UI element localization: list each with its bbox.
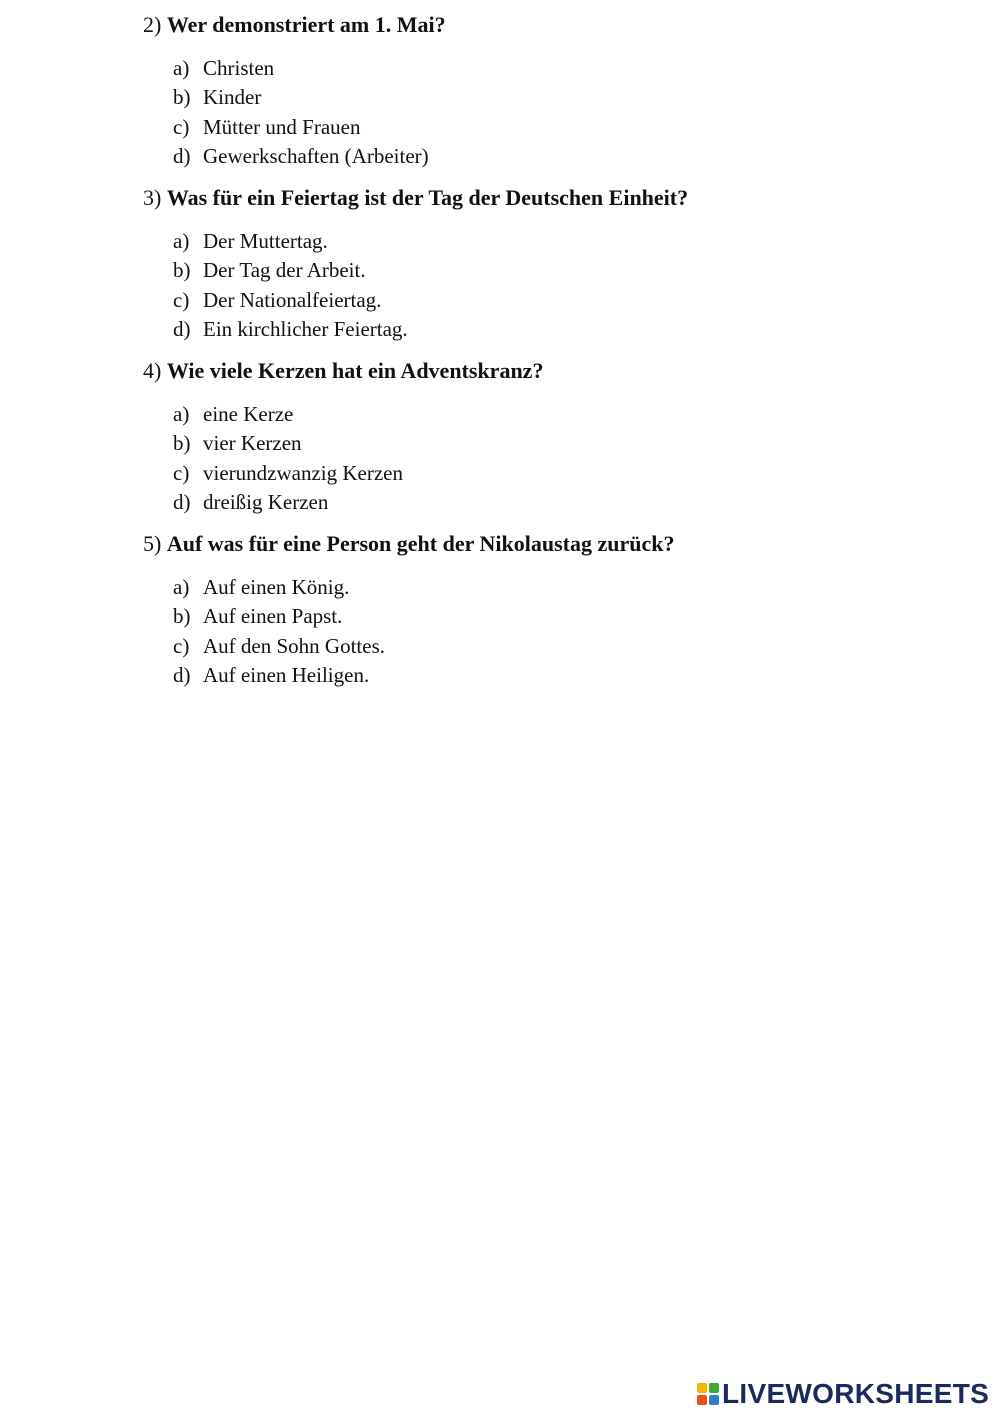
logo-block-icon: [697, 1395, 707, 1405]
logo-block-icon: [697, 1383, 707, 1393]
question-2-heading: [143, 12, 973, 38]
option-text: Der Nationalfeiertag.: [203, 287, 382, 312]
answer-option-b[interactable]: b) Der Tag der Arbeit.: [173, 256, 408, 285]
question-number: 5): [143, 531, 162, 556]
answer-option-c[interactable]: c) Der Nationalfeiertag.: [173, 286, 408, 315]
logo-block-icon: [709, 1395, 719, 1405]
answer-option-d[interactable]: d) Auf einen Heiligen.: [173, 661, 385, 690]
answer-option-c[interactable]: c) Mütter und Frauen: [173, 113, 429, 142]
question-5: [143, 531, 973, 687]
liveworksheets-logo[interactable]: [697, 1379, 989, 1409]
answer-option-a[interactable]: a) Auf einen König.: [173, 573, 385, 602]
option-text: vier Kerzen: [203, 431, 302, 456]
option-text: eine Kerze: [203, 402, 294, 426]
question-number: 4): [143, 358, 162, 383]
option-text: vierundzwanzig Kerzen: [203, 460, 403, 485]
option-text: Gewerkschaften (Arbeiter): [203, 143, 429, 168]
answer-option-a[interactable]: a) Der Muttertag.: [173, 227, 408, 256]
option-text: Christen: [203, 56, 275, 80]
option-text: Auf einen Papst.: [203, 604, 343, 629]
question-5-heading: [143, 531, 973, 557]
answer-options: [173, 227, 408, 344]
answer-option-c[interactable]: c) vierundzwanzig Kerzen: [173, 459, 403, 488]
question-4: [143, 358, 973, 514]
option-text: Mütter und Frauen: [203, 114, 361, 139]
question-3: [143, 185, 973, 341]
question-text: Wer demonstriert am 1. Mai?: [166, 12, 446, 37]
answer-options: [173, 54, 429, 171]
answer-option-d[interactable]: d) dreißig Kerzen: [173, 488, 403, 517]
option-text: Auf einen König.: [203, 575, 350, 599]
logo-text: LIVEWORKSHEETS: [722, 1378, 990, 1409]
answer-option-d[interactable]: d) Ein kirchlicher Feiertag.: [173, 315, 408, 344]
logo-blocks-icon: [697, 1383, 719, 1405]
answer-option-c[interactable]: c) Auf den Sohn Gottes.: [173, 632, 385, 661]
answer-option-a[interactable]: a) eine Kerze: [173, 400, 403, 429]
option-text: Der Tag der Arbeit.: [203, 258, 366, 283]
logo-block-icon: [709, 1383, 719, 1393]
option-text: Auf einen Heiligen.: [203, 662, 370, 687]
option-text: Kinder: [203, 85, 262, 110]
answer-options: [173, 573, 385, 690]
option-text: Der Muttertag.: [203, 229, 328, 253]
answer-options: [173, 400, 403, 517]
question-number: 2): [143, 12, 162, 37]
question-4-heading: [143, 358, 973, 384]
question-text: Wie viele Kerzen hat ein Adventskranz?: [166, 358, 544, 383]
answer-option-b[interactable]: b) Auf einen Papst.: [173, 602, 385, 631]
question-number: 3): [143, 185, 162, 210]
question-2: [143, 12, 973, 168]
question-3-heading: [143, 185, 973, 211]
question-text: Was für ein Feiertag ist der Tag der Deutschen Einheit?: [166, 185, 689, 210]
question-text: Auf was für eine Person geht der Nikolaustag zurück?: [166, 531, 675, 556]
option-text: dreißig Kerzen: [203, 489, 329, 514]
answer-option-b[interactable]: b) Kinder: [173, 83, 429, 112]
answer-option-d[interactable]: d) Gewerkschaften (Arbeiter): [173, 142, 429, 171]
answer-option-a[interactable]: a) Christen: [173, 54, 429, 83]
option-text: Ein kirchlicher Feiertag.: [203, 316, 408, 341]
option-text: Auf den Sohn Gottes.: [203, 633, 385, 658]
answer-option-b[interactable]: b) vier Kerzen: [173, 429, 403, 458]
